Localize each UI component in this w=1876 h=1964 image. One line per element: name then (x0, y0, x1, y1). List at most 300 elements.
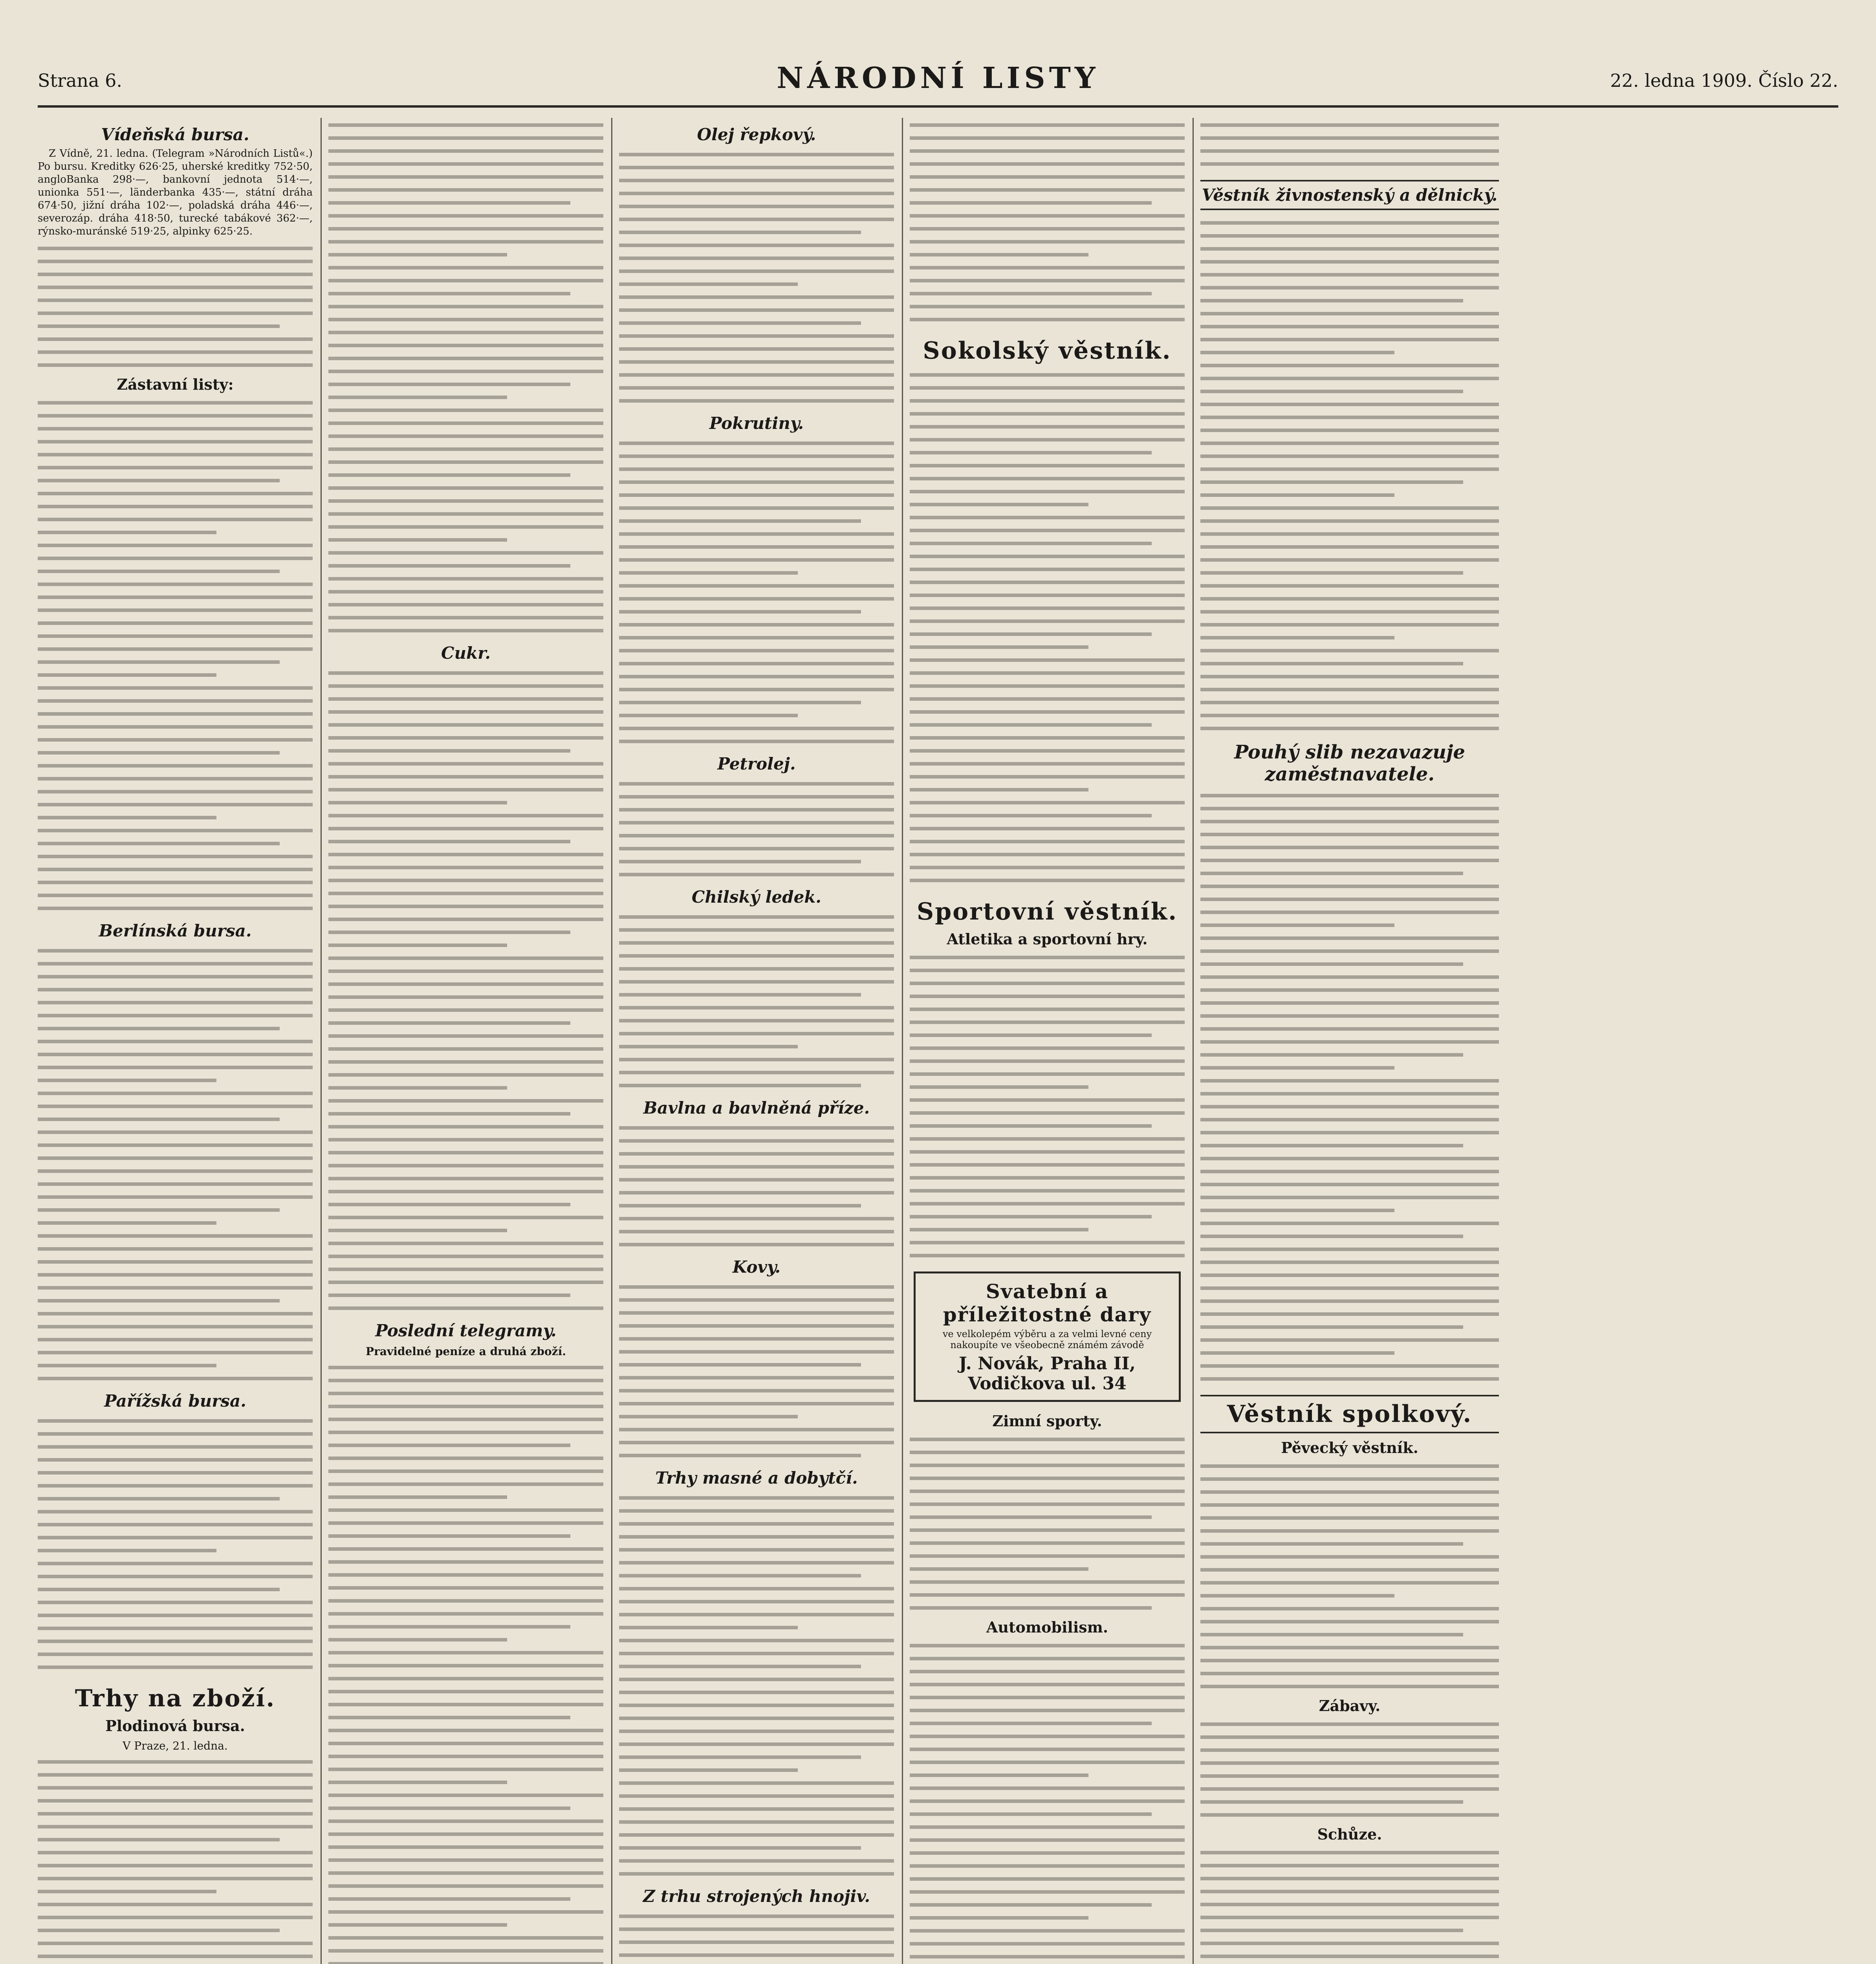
text-line (38, 629, 313, 642)
text-line (910, 247, 1185, 260)
text-line (328, 1490, 603, 1503)
text-line (619, 1383, 894, 1396)
text-line (38, 1871, 313, 1884)
text-block (328, 666, 603, 1314)
text-line (38, 758, 313, 771)
text-line (1200, 918, 1499, 931)
text-line (328, 1223, 603, 1236)
text-line (910, 1820, 1185, 1833)
text-line (910, 1196, 1185, 1209)
section-subtitle: Plodinová bursa. (105, 1717, 245, 1735)
text-line (1200, 643, 1499, 656)
text-line (619, 251, 894, 264)
text-line (1200, 345, 1499, 358)
text-line (619, 1620, 894, 1633)
text-line (38, 1112, 313, 1125)
text-line (910, 1781, 1185, 1794)
text-line (619, 1698, 894, 1711)
text-line (38, 771, 313, 784)
text-line (619, 1517, 894, 1530)
text-line (38, 707, 313, 720)
text-line (38, 1768, 313, 1781)
text-line (1200, 1936, 1499, 1949)
text-line (1200, 1576, 1499, 1588)
text-line (328, 1464, 603, 1477)
text-line (328, 1360, 603, 1373)
text-line (328, 1658, 603, 1671)
text-line (910, 1209, 1185, 1222)
column-rule (611, 118, 612, 1964)
text-line (328, 1542, 603, 1555)
text-line (328, 1749, 603, 1762)
text-line (619, 277, 894, 290)
text-line (619, 975, 894, 987)
section-title: Pokrutiny. (709, 414, 804, 433)
text-line (910, 1002, 1185, 1015)
text-line (328, 1710, 603, 1723)
text-line (619, 923, 894, 936)
text-line (38, 1440, 313, 1453)
text-line (619, 734, 894, 747)
text-line (38, 241, 313, 254)
text-line (38, 306, 313, 319)
text-line (619, 987, 894, 1000)
text-line (38, 982, 313, 995)
text-line (1200, 1177, 1499, 1190)
text-line (328, 1068, 603, 1081)
text-line (38, 447, 313, 460)
text-line (328, 494, 603, 507)
text-line (619, 828, 894, 841)
section-title: Kovy. (732, 1257, 781, 1277)
text-line (910, 575, 1185, 588)
text-line (328, 325, 603, 338)
text-line (38, 1060, 313, 1073)
text-line (38, 956, 313, 969)
text-line (38, 603, 313, 616)
text-line (1200, 306, 1499, 319)
text-line (1200, 1537, 1499, 1550)
text-line (910, 1080, 1185, 1093)
text-line (619, 264, 894, 277)
text-line (328, 925, 603, 938)
text-line (619, 790, 894, 802)
text-line (1200, 1203, 1499, 1216)
text-line (619, 1633, 894, 1646)
text-line (619, 777, 894, 790)
masthead (38, 59, 1838, 110)
text-line (328, 990, 603, 1003)
text-line (328, 1081, 603, 1094)
text-line (328, 299, 603, 312)
text-line (1200, 410, 1499, 423)
text-line (619, 1672, 894, 1685)
text-line (1200, 358, 1499, 371)
text-line (38, 1621, 313, 1634)
text-line (328, 1171, 603, 1184)
text-line (1200, 1666, 1499, 1679)
text-block (38, 1414, 313, 1673)
text-line (910, 1484, 1185, 1497)
text-line (1200, 1910, 1499, 1923)
text-line (619, 1867, 894, 1880)
section-subtitle: Pravidelné peníze a druhá zboží. (366, 1345, 566, 1358)
text-line (38, 1047, 313, 1060)
text-line (328, 1477, 603, 1490)
text-block (1200, 788, 1499, 1385)
text-line (619, 910, 894, 923)
text-line (910, 299, 1185, 312)
text-line (910, 549, 1185, 562)
text-line (1200, 514, 1499, 527)
text-line (38, 1819, 313, 1832)
text-block (619, 1121, 894, 1250)
text-line (910, 976, 1185, 989)
text-line (910, 731, 1185, 744)
text-line (619, 316, 894, 329)
text-line (1200, 1112, 1499, 1125)
text-line (910, 1510, 1185, 1523)
text-line (619, 1396, 894, 1409)
text-line (910, 627, 1185, 640)
text-line (1200, 630, 1499, 643)
text-line (328, 834, 603, 847)
text-line (1200, 118, 1499, 131)
section-title: Věstník živnostenský a dělnický. (1200, 180, 1499, 210)
text-line (38, 1781, 313, 1794)
text-line (1200, 1498, 1499, 1511)
text-line (328, 1184, 603, 1197)
text-line (328, 1132, 603, 1145)
text-line (910, 1833, 1185, 1846)
text-line (910, 1536, 1185, 1549)
section-title: Pařížská bursa. (104, 1391, 246, 1411)
text-line (1200, 1061, 1499, 1074)
text-line (328, 235, 603, 247)
text-line (1200, 1743, 1499, 1756)
text-line (1200, 540, 1499, 553)
text-line (910, 1885, 1185, 1898)
text-line (328, 1905, 603, 1918)
text-line (1200, 1627, 1499, 1640)
text-line (38, 1453, 313, 1466)
text-line (910, 1859, 1185, 1872)
text-line (1200, 1086, 1499, 1099)
text-line (619, 656, 894, 669)
text-line (328, 1697, 603, 1710)
text-block (38, 944, 313, 1384)
section-title: Olej řepkový. (697, 125, 816, 144)
text-line (910, 497, 1185, 510)
text-line (328, 1775, 603, 1788)
text-line (910, 821, 1185, 834)
text-line (619, 514, 894, 527)
text-line (38, 551, 313, 564)
text-line (38, 1242, 313, 1255)
text-line (619, 553, 894, 566)
text-line (328, 1516, 603, 1529)
text-line (1200, 1614, 1499, 1627)
text-line (328, 131, 603, 144)
text-line (1200, 944, 1499, 957)
text-line (328, 1607, 603, 1620)
text-line (910, 235, 1185, 247)
text-line (38, 1569, 313, 1582)
text-line (1200, 1359, 1499, 1372)
text-line (619, 1370, 894, 1383)
text-line (1200, 371, 1499, 384)
text-line (619, 1198, 894, 1211)
text-line (328, 533, 603, 546)
section-subtitle: Pěvecký věstník. (1281, 1439, 1418, 1457)
text-line (38, 746, 313, 758)
text-line (910, 950, 1185, 963)
text-block (619, 910, 894, 1091)
text-line (328, 1594, 603, 1607)
text-line (1200, 1472, 1499, 1485)
text-line (38, 396, 313, 409)
text-line (38, 538, 313, 551)
text-line (1200, 592, 1499, 605)
text-line (328, 1158, 603, 1171)
text-line (38, 1962, 313, 1964)
text-line (328, 1107, 603, 1119)
text-line (328, 1723, 603, 1736)
text-line (328, 1055, 603, 1068)
text-line (910, 679, 1185, 692)
text-line (619, 1065, 894, 1078)
text-line (619, 1358, 894, 1370)
text-line (619, 449, 894, 462)
text-line (910, 1248, 1185, 1261)
text-line (619, 1039, 894, 1052)
text-line (38, 1504, 313, 1517)
text-line (1200, 1524, 1499, 1537)
text-line (619, 592, 894, 605)
text-line (38, 499, 313, 512)
text-line (1200, 1679, 1499, 1692)
text-line (38, 1858, 313, 1871)
text-line (328, 886, 603, 899)
text-line (910, 196, 1185, 209)
text-line (328, 1094, 603, 1107)
text-line (619, 1435, 894, 1448)
text-line (328, 157, 603, 170)
section-subtitle: Atletika a sportovní hry. (947, 930, 1148, 948)
text-line (910, 640, 1185, 653)
section-title: Cukr. (441, 643, 491, 663)
text-line (38, 1427, 313, 1440)
text-line (910, 1106, 1185, 1119)
column-rule (902, 118, 903, 1964)
text-line (910, 381, 1185, 394)
text-line (328, 183, 603, 196)
text-line (619, 1646, 894, 1659)
text-line (619, 147, 894, 160)
text-line (328, 1827, 603, 1840)
text-line (1200, 617, 1499, 630)
text-line (38, 409, 313, 421)
text-line (38, 668, 313, 681)
text-line (38, 1229, 313, 1242)
text-line (1200, 1074, 1499, 1086)
text-line (910, 1937, 1185, 1949)
text-line (328, 1944, 603, 1957)
text-line (910, 368, 1185, 381)
text-line (328, 1197, 603, 1210)
text-line (38, 358, 313, 371)
text-line (619, 1332, 894, 1345)
text-line (1200, 1320, 1499, 1333)
text-line (619, 1685, 894, 1698)
text-line (328, 1853, 603, 1866)
advertisement (914, 1271, 1181, 1402)
text-line (1200, 488, 1499, 501)
text-block (1200, 1717, 1499, 1821)
text-line (619, 368, 894, 381)
text-line (619, 186, 894, 199)
text-line (1200, 1372, 1499, 1385)
text-line (328, 692, 603, 705)
text-line (328, 623, 603, 636)
text-line (910, 510, 1185, 523)
text-line (1200, 501, 1499, 514)
text-line (328, 1671, 603, 1684)
text-line (1200, 1858, 1499, 1871)
text-line (619, 355, 894, 368)
text-line (910, 286, 1185, 299)
text-line (328, 222, 603, 235)
text-line (328, 1788, 603, 1801)
text-line (38, 1556, 313, 1569)
text-line (910, 705, 1185, 718)
text-line (38, 460, 313, 473)
text-line (1200, 423, 1499, 436)
text-line (328, 821, 603, 834)
text-line (910, 1184, 1185, 1196)
text-line (1200, 708, 1499, 721)
text-block (1200, 118, 1499, 170)
newspaper-title: NÁRODNÍ LISTY (777, 61, 1099, 95)
text-line (38, 434, 313, 447)
text-line (910, 562, 1185, 575)
text-line (38, 1608, 313, 1621)
text-line (1200, 1845, 1499, 1858)
text-line (619, 1530, 894, 1543)
text-line (38, 486, 313, 499)
text-line (619, 1581, 894, 1594)
text-line (38, 1478, 313, 1491)
text-line (328, 1736, 603, 1749)
text-line (619, 1789, 894, 1802)
text-line (910, 1041, 1185, 1054)
text-line (619, 540, 894, 553)
text-block (910, 368, 1185, 886)
text-line (1200, 157, 1499, 170)
text-line (1200, 1897, 1499, 1910)
section-subtitle: Schůze. (1317, 1825, 1382, 1843)
text-line (328, 559, 603, 572)
ad-text: ve velkolepém výběru a za velmi levné ceny nakoupíte ve všeobecně známém závodě (942, 1328, 1152, 1350)
article-text: Z Vídně, 21. ledna. (Telegram »Národních Listů«.) Po bursu. Kreditky 626·25, uherské kreditky 752·50, angloBanka 298·—, bankovní jednota 514·—, unionka 551·—, länderbanka 435·—, státní dráha 674·50, jižní dráha 102·—, poladská dráha 446·—, severozáp. dráha 418·50, turecké tabákové 362·—, rýnsko-muránské 519·25, alpinky 625·25. (38, 148, 313, 237)
section-subtitle: Zimní sporty. (992, 1412, 1102, 1430)
text-line (619, 1173, 894, 1185)
text-line (619, 936, 894, 949)
text-line (619, 1224, 894, 1237)
text-line (1200, 1601, 1499, 1614)
dateline: V Praze, 21. ledna. (123, 1739, 228, 1752)
text-line (38, 1008, 313, 1021)
text-line (619, 1543, 894, 1555)
text-line (619, 643, 894, 656)
text-line (910, 1458, 1185, 1471)
section-title: Chilský ledek. (691, 887, 822, 907)
text-line (619, 1293, 894, 1306)
ad-address: J. Novák, Praha II, Vodičkova ul. 34 (959, 1354, 1136, 1394)
text-line (38, 1345, 313, 1358)
text-line (38, 1530, 313, 1543)
text-line (328, 312, 603, 325)
text-line (910, 260, 1185, 273)
text-line (619, 1134, 894, 1147)
text-line (910, 1677, 1185, 1690)
text-line (619, 462, 894, 475)
text-line (1200, 566, 1499, 579)
text-line (910, 1093, 1185, 1106)
text-line (328, 546, 603, 559)
text-line (619, 721, 894, 734)
text-line (328, 1119, 603, 1132)
text-line (910, 1690, 1185, 1703)
text-line (328, 429, 603, 442)
text-line (328, 964, 603, 977)
text-line (1200, 788, 1499, 801)
text-line (1200, 1795, 1499, 1808)
section-title: Pouhý slib nezavazuje zaměstnavatele. (1234, 741, 1465, 785)
text-line (1200, 131, 1499, 144)
text-line (619, 1607, 894, 1620)
text-line (1200, 695, 1499, 708)
text-line (38, 1151, 313, 1164)
text-line (1200, 1125, 1499, 1138)
text-line (910, 1846, 1185, 1859)
text-line (910, 471, 1185, 484)
text-line (38, 1595, 313, 1608)
text-line (1200, 267, 1499, 280)
text-line (328, 1568, 603, 1581)
text-line (38, 564, 313, 577)
text-line (1200, 983, 1499, 996)
text-block (38, 1755, 313, 1964)
text-line (38, 1491, 313, 1504)
text-line (1200, 384, 1499, 397)
text-line (38, 694, 313, 707)
text-line (328, 1399, 603, 1412)
text-line (328, 1762, 603, 1775)
text-line (38, 849, 313, 862)
text-line (619, 1147, 894, 1160)
text-block (619, 147, 894, 407)
text-line (619, 1078, 894, 1091)
text-line (328, 286, 603, 299)
text-line (910, 989, 1185, 1002)
text-line (1200, 1756, 1499, 1769)
text-line (1200, 1009, 1499, 1022)
section-title: Trhy na zboží. (75, 1685, 276, 1712)
text-line (619, 381, 894, 394)
text-line (328, 455, 603, 468)
text-line (910, 1742, 1185, 1755)
